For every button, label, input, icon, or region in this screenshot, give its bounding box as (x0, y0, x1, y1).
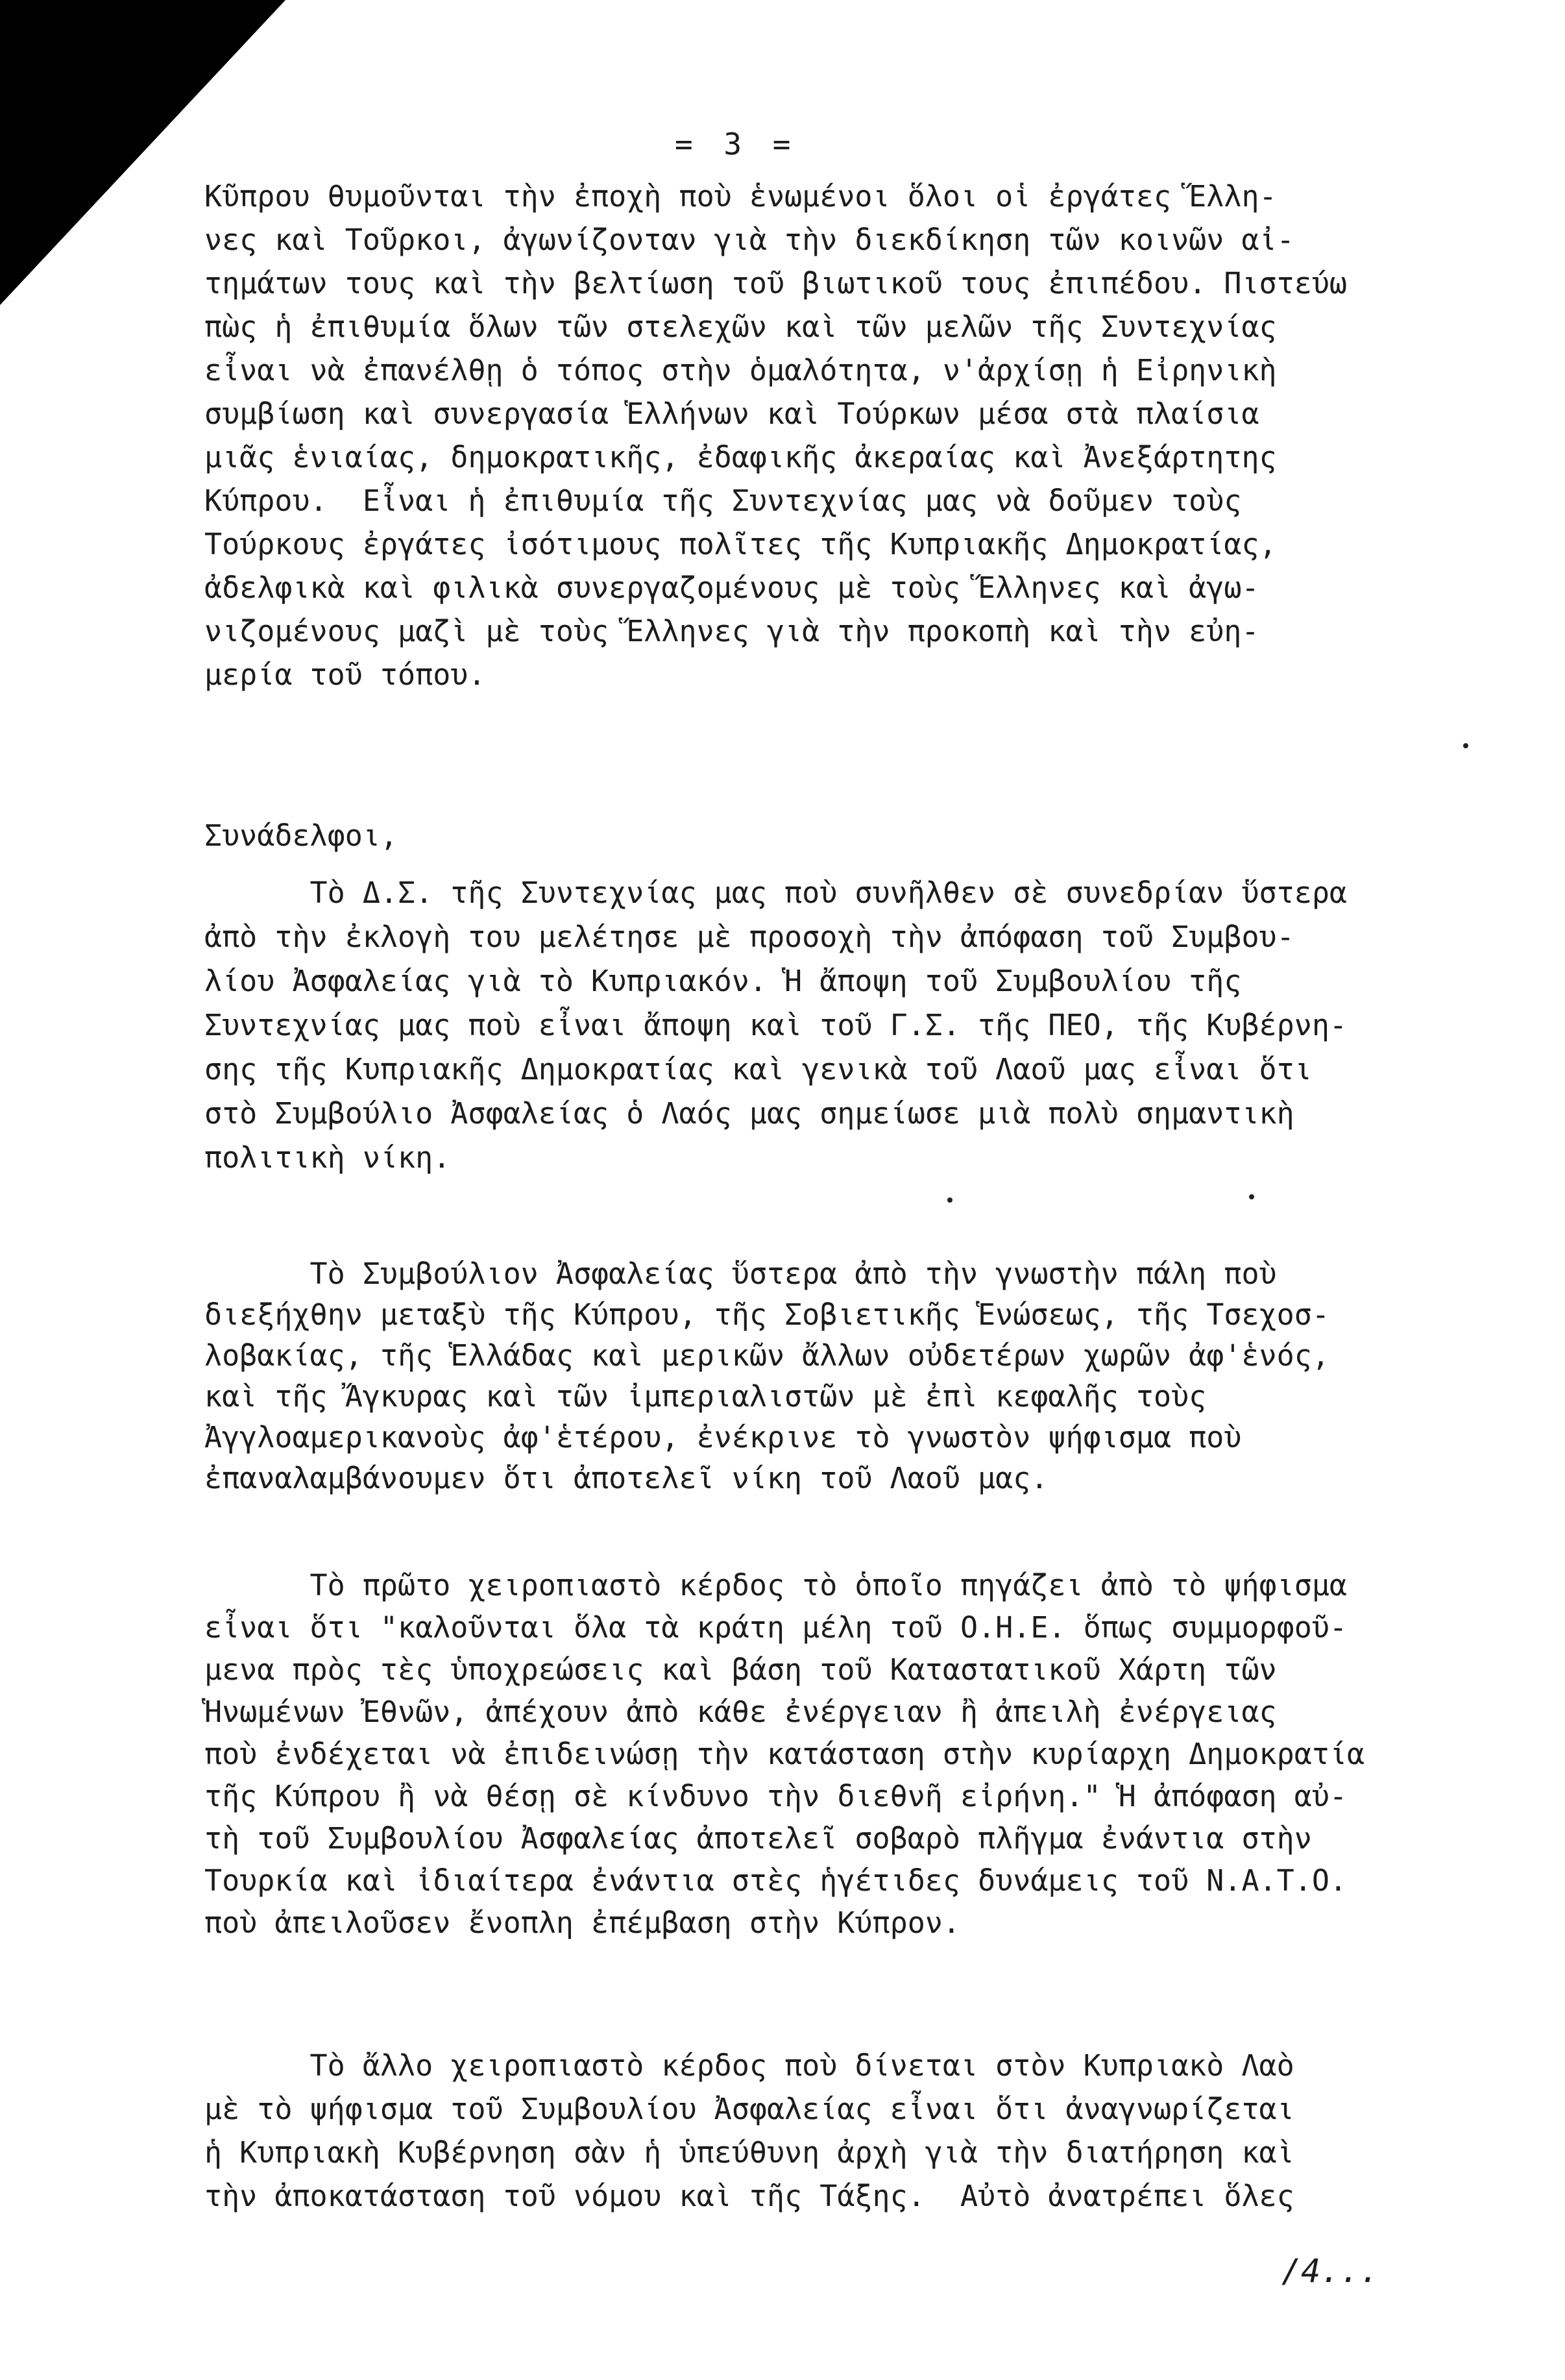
text-line: στὸ Συμβούλιο Ἀσφαλείας ὁ Λαός μας σημείωσε μιὰ πολὺ σημαντικὴ (204, 1096, 1294, 1131)
text-line: ποὺ ἀπειλοῦσεν ἔνοπλη ἐπέμβαση στὴν Κύπρον. (204, 1906, 960, 1940)
text-line: ἀπὸ τὴν ἐκλογὴ του μελέτησε μὲ προσοχὴ τὴν ἀπόφαση τοῦ Συμβου- (204, 920, 1294, 954)
text-line: Κύπρου. Εἶναι ἡ ἐπιθυμία τῆς Συντεχνίας μας νὰ δοῦμεν τοὺς (204, 484, 1242, 518)
text-line: πὼς ἡ ἐπιθυμία ὅλων τῶν στελεχῶν καὶ τῶν μελῶν τῆς Συντεχνίας (204, 310, 1277, 344)
text-line: τῆς Κύπρου ἢ νὰ θέσῃ σὲ κίνδυνο τὴν διεθνῆ εἰρήνη." Ἡ ἀπόφαση αὐ- (204, 1779, 1347, 1813)
text-line: διεξήχθην μεταξὺ τῆς Κύπρου, τῆς Σοβιετικῆς Ἑνώσεως, τῆς Τσεχοσ- (204, 1297, 1329, 1332)
ink-speck (947, 1197, 952, 1203)
text-line: εἶναι νὰ ἐπανέλθῃ ὁ τόπος στὴν ὁμαλότητα, ν'ἀρχίσῃ ἡ Εἰρηνικὴ (204, 353, 1277, 387)
corner-shadow (0, 0, 285, 305)
text-line: Τὸ Συμβούλιον Ἀσφαλείας ὕστερα ἀπὸ τὴν γνωστὴν πάλη ποὺ (204, 1257, 1277, 1291)
text-line: μιᾶς ἑνιαίας, δημοκρατικῆς, ἐδαφικῆς ἀκεραίας καὶ Ἀνεξάρτητης (204, 440, 1277, 474)
text-line: ἀδελφικὰ καὶ φιλικὰ συνεργαζομένους μὲ τοὺς Ἕλληνες καὶ ἀγω- (204, 570, 1259, 605)
text-line: μενα πρὸς τὲς ὑποχρεώσεις καὶ βάση τοῦ Καταστατικοῦ Χάρτη τῶν (204, 1652, 1277, 1687)
text-line: Κῦπρου θυμοῦνται τὴν ἐποχὴ ποὺ ἑνωμένοι ὅλοι οἱ ἐργάτες Ἕλλη- (204, 179, 1277, 214)
ink-speck (1249, 1194, 1254, 1199)
text-line: Ἀγγλοαμερικανοὺς ἀφ'ἑτέρου, ἐνέκρινε τὸ γνωστὸν ψήφισμα ποὺ (204, 1420, 1242, 1454)
text-line: Τουρκία καὶ ἰδιαίτερα ἐνάντια στὲς ἡγέτιδες δυνάμεις τοῦ Ν.Α.Τ.Ο. (204, 1863, 1347, 1898)
text-line: ἡ Κυπριακὴ Κυβέρνηση σὰν ἡ ὑπεύθυνη ἀρχὴ γιὰ τὴν διατήρηση καὶ (204, 2135, 1294, 2170)
text-line: λίου Ἀσφαλείας γιὰ τὸ Κυπριακόν. Ἡ ἄποψη τοῦ Συμβουλίου τῆς (204, 964, 1242, 998)
continuation-marker: /4... (1281, 2252, 1379, 2290)
ink-speck (1463, 743, 1468, 748)
text-line: τὴ τοῦ Συμβουλίου Ἀσφαλείας ἀποτελεῖ σοβαρὸ πλῆγμα ἐνάντια στὴν (204, 1821, 1312, 1856)
text-line: Τὸ ἄλλο χειροπιαστὸ κέρδος ποὺ δίνεται στὸν Κυπριακὸ Λαὸ (204, 2048, 1294, 2083)
text-line: Τούρκους ἐργάτες ἰσότιμους πολῖτες τῆς Κυπριακῆς Δημοκρατίας, (204, 527, 1277, 561)
text-line: λοβακίας, τῆς Ἑλλάδας καὶ μερικῶν ἄλλων οὐδετέρων χωρῶν ἀφ'ἑνός, (204, 1338, 1329, 1373)
text-line: ποὺ ἐνδέχεται νὰ ἐπιδεινώσῃ τὴν κατάσταση στὴν κυρίαρχη Δημοκρατία (204, 1737, 1365, 1771)
text-line: τὴν ἀποκατάσταση τοῦ νόμου καὶ τῆς Τάξης. Αὐτὸ ἀνατρέπει ὅλες (204, 2179, 1294, 2213)
text-line: Τὸ πρῶτο χειροπιαστὸ κέρδος τὸ ὁποῖο πηγάζει ἀπὸ τὸ ψήφισμα (204, 1568, 1347, 1602)
text-line: τημάτων τους καὶ τὴν βελτίωση τοῦ βιωτικοῦ τους ἐπιπέδου. Πιστεύω (204, 266, 1347, 301)
text-line: μερία τοῦ τόπου. (204, 657, 486, 692)
text-line: Τὸ Δ.Σ. τῆς Συντεχνίας μας ποὺ συνῆλθεν σὲ συνεδρίαν ὕστερα (204, 876, 1347, 910)
text-line: νιζομένους μαζὶ μὲ τοὺς Ἕλληνες γιὰ τὴν προκοπὴ καὶ τὴν εὐη- (204, 614, 1259, 648)
text-line: πολιτικὴ νίκη. (204, 1140, 451, 1175)
page-number: = 3 = (675, 127, 797, 162)
text-line: εἶναι ὅτι "καλοῦνται ὅλα τὰ κράτη μέλη τοῦ Ο.Η.Ε. ὅπως συμμορφοῦ- (204, 1610, 1347, 1645)
text-line: καὶ τῆς Ἄγκυρας καὶ τῶν ἰμπεριαλιστῶν μὲ ἐπὶ κεφαλῆς τοὺς (204, 1379, 1207, 1414)
text-line: σης τῆς Κυπριακῆς Δημοκρατίας καὶ γενικὰ τοῦ Λαοῦ μας εἶναι ὅτι (204, 1052, 1312, 1086)
text-line: συμβίωση καὶ συνεργασία Ἑλλήνων καὶ Τούρκων μέσα στὰ πλαίσια (204, 397, 1259, 431)
text-line: μὲ τὸ ψήφισμα τοῦ Συμβουλίου Ἀσφαλείας εἶναι ὅτι ἀναγνωρίζεται (204, 2092, 1294, 2126)
text-line: ἐπαναλαμβάνουμεν ὅτι ἀποτελεῖ νίκη τοῦ Λαοῦ μας. (204, 1461, 1049, 1495)
text-line: νες καὶ Τοῦρκοι, ἀγωνίζονταν γιὰ τὴν διεκδίκηση τῶν κοινῶν αἰ- (204, 223, 1294, 257)
text-line: Ἡνωμένων Ἐθνῶν, ἀπέχουν ἀπὸ κάθε ἐνέργειαν ἢ ἀπειλὴ ἐνέργειας (204, 1695, 1277, 1729)
text-line: Συνάδελφοι, (204, 818, 398, 853)
text-line: Συντεχνίας μας ποὺ εἶναι ἄποψη καὶ τοῦ Γ.Σ. τῆς ΠΕΟ, τῆς Κυβέρνη- (204, 1008, 1347, 1042)
